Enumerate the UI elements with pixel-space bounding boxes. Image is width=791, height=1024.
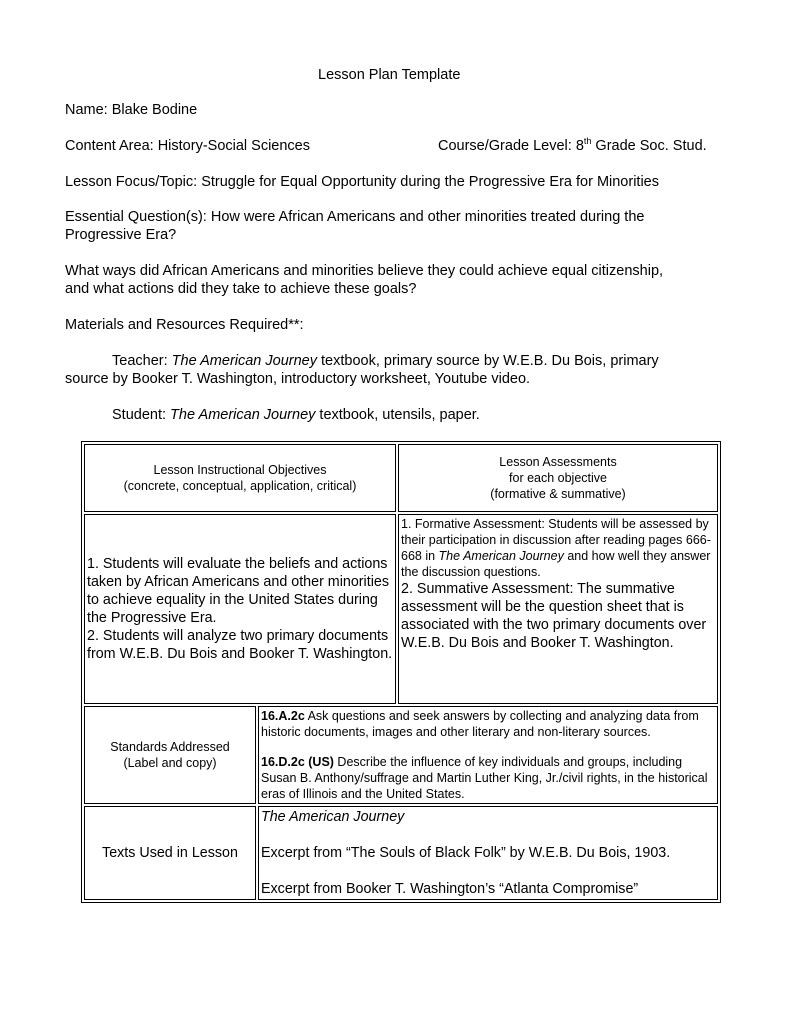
standards-row xyxy=(84,706,718,804)
assessments-header-line1: Lesson Assessments xyxy=(499,455,617,469)
objectives-header-line1: Lesson Instructional Objectives xyxy=(153,463,327,477)
text-1-title: The American Journey xyxy=(261,809,405,825)
teacher-line2: source by Booker T. Washington, introductory worksheet, Youtube video. xyxy=(65,371,531,387)
assessments-header xyxy=(398,444,718,512)
lesson-table xyxy=(81,441,721,903)
table-header-row xyxy=(84,444,718,512)
text-1 xyxy=(261,808,715,826)
course-grade-suffix: Grade Soc. Stud. xyxy=(591,138,707,154)
course-grade xyxy=(438,137,707,155)
assessment-1-pre: 1. Formative Assessment: Students will be assessed by their participation in discussion after reading pages 666-668 in xyxy=(401,517,711,563)
texts-cell xyxy=(258,806,718,900)
standards-cell xyxy=(258,706,718,804)
standard-2 xyxy=(261,754,715,802)
ways-question-line1: What ways did African Americans and minorities believe they could achieve equal citizenship, xyxy=(65,263,664,279)
ways-question-line2: and what actions did they take to achieve these goals? xyxy=(65,281,417,297)
text-3: Excerpt from Booker T. Washington’s “Atlanta Compromise” xyxy=(261,881,639,897)
texts-label-cell xyxy=(84,806,256,900)
assessments-header-line3: (formative & summative) xyxy=(490,487,626,501)
texts-row xyxy=(84,806,718,900)
standard-1-code: 16.A.2c xyxy=(261,709,305,723)
assessments-cell xyxy=(398,514,718,704)
assessment-2: 2. Summative Assessment: The summative assessment will be the question sheet that is associated with the two primary documents over W.E.B. Du Bois and Booker T. Washington. xyxy=(401,581,707,651)
student-label: Student: xyxy=(112,407,171,423)
course-grade-prefix: Course/Grade Level: 8 xyxy=(438,138,584,154)
student-book: The American Journey xyxy=(170,407,316,423)
standard-1 xyxy=(261,708,715,740)
assessments-header-line2: for each objective xyxy=(509,471,607,485)
student-line xyxy=(112,406,480,424)
teacher-line1 xyxy=(112,352,659,370)
objective-2: 2. Students will analyze two primary documents from W.E.B. Du Bois and Booker T. Washington. xyxy=(87,628,393,662)
name-line: Name: Blake Bodine xyxy=(65,102,198,118)
standards-label-cell xyxy=(84,706,256,804)
objectives-header xyxy=(84,444,396,512)
standards-label-line1: Standards Addressed xyxy=(110,740,230,754)
objective-1: 1. Students will evaluate the beliefs and actions taken by African Americans and other minorities to achieve equality in the United States during the Progressive Era. xyxy=(87,556,389,626)
standard-2-code: 16.D.2c (US) xyxy=(261,755,334,769)
content-area: Content Area: History-Social Sciences xyxy=(65,138,310,154)
assessment-1-post: and how well they answer the discussion questions. xyxy=(401,549,711,579)
objectives-row xyxy=(84,514,718,704)
assessment-1-book: The American Journey xyxy=(438,549,564,563)
standard-2-text: Describe the influence of key individuals and groups, including Susan B. Anthony/suffrage and Martin Luther King, Jr./civil rights, in the historical eras of Illinois and the United States. xyxy=(261,755,708,801)
course-grade-sup: th xyxy=(583,136,592,147)
teacher-label: Teacher: xyxy=(112,353,172,369)
student-rest: textbook, utensils, paper. xyxy=(315,407,480,423)
texts-label: Texts Used in Lesson xyxy=(102,845,238,861)
lesson-focus: Lesson Focus/Topic: Struggle for Equal Opportunity during the Progressive Era for Minorities xyxy=(65,174,659,190)
teacher-book: The American Journey xyxy=(171,353,317,369)
standards-label-line2: (Label and copy) xyxy=(123,756,217,770)
essential-question-line1: Essential Question(s): How were African Americans and other minorities treated during the xyxy=(65,209,645,225)
objectives-header-line2: (concrete, conceptual, application, critical) xyxy=(123,479,357,493)
essential-question-line2: Progressive Era? xyxy=(65,227,177,243)
assessment-1 xyxy=(401,516,715,580)
text-2: Excerpt from “The Souls of Black Folk” by W.E.B. Du Bois, 1903. xyxy=(261,845,671,861)
materials-heading: Materials and Resources Required**: xyxy=(65,317,304,333)
page-title: Lesson Plan Template xyxy=(318,67,461,83)
standard-1-text: Ask questions and seek answers by collecting and analyzing data from historic documents, images and other literary and non-literary sources. xyxy=(261,709,699,739)
objectives-cell xyxy=(84,514,396,704)
teacher-rest1: textbook, primary source by W.E.B. Du Bois, primary xyxy=(317,353,659,369)
